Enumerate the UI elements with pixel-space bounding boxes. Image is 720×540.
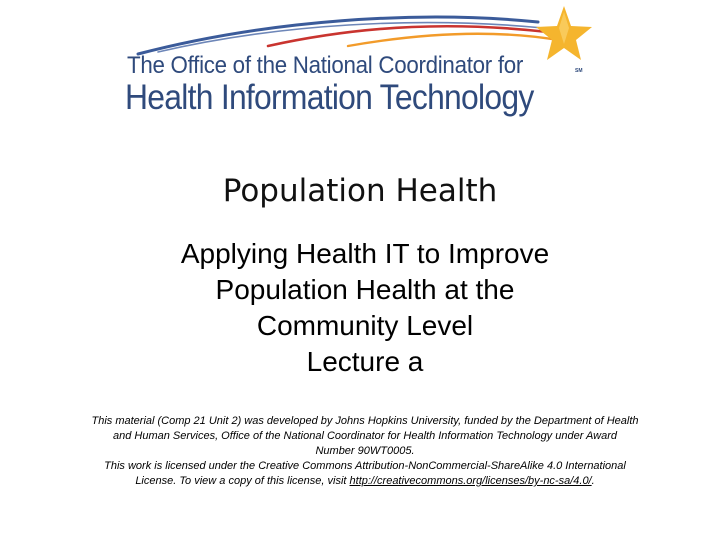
logo-line-1: The Office of the National Coordinator for (127, 52, 524, 79)
subtitle-line: Population Health at the (215, 274, 515, 305)
subtitle-line: Community Level (256, 310, 474, 341)
onc-logo (118, 0, 598, 130)
swoosh-orange (348, 34, 558, 46)
credit-text: . (591, 475, 595, 487)
credit-line: This work is licensed under the Creative Commons Attribution-NonCommercial-ShareAlike 4.0 International (104, 460, 626, 472)
license-link[interactable]: http://creativecommons.org/licenses/by-nc-sa/4.0/ (349, 475, 592, 487)
swoosh-red (268, 26, 548, 46)
credit-text: License. To view a copy of this license, visit (135, 475, 350, 487)
credit-line: This material (Comp 21 Unit 2) was developed by Johns Hopkins University, funded by the Department of Health (91, 415, 639, 427)
subtitle-line: Applying Health IT to Improve (180, 238, 550, 269)
slide-title: Population Health (222, 173, 498, 209)
slide-subtitle (0, 236, 720, 380)
swoosh-blue (138, 17, 538, 54)
license-credit (40, 414, 690, 489)
credit-line (40, 474, 690, 489)
credit-line: Number 90WT0005. (315, 445, 415, 457)
service-mark: SM (575, 68, 583, 74)
subtitle-line: Lecture a (306, 346, 424, 377)
logo-line-2: Health Information Technology (125, 78, 534, 117)
credit-line: and Human Services, Office of the National Coordinator for Health Information Technology under Award (112, 430, 618, 442)
